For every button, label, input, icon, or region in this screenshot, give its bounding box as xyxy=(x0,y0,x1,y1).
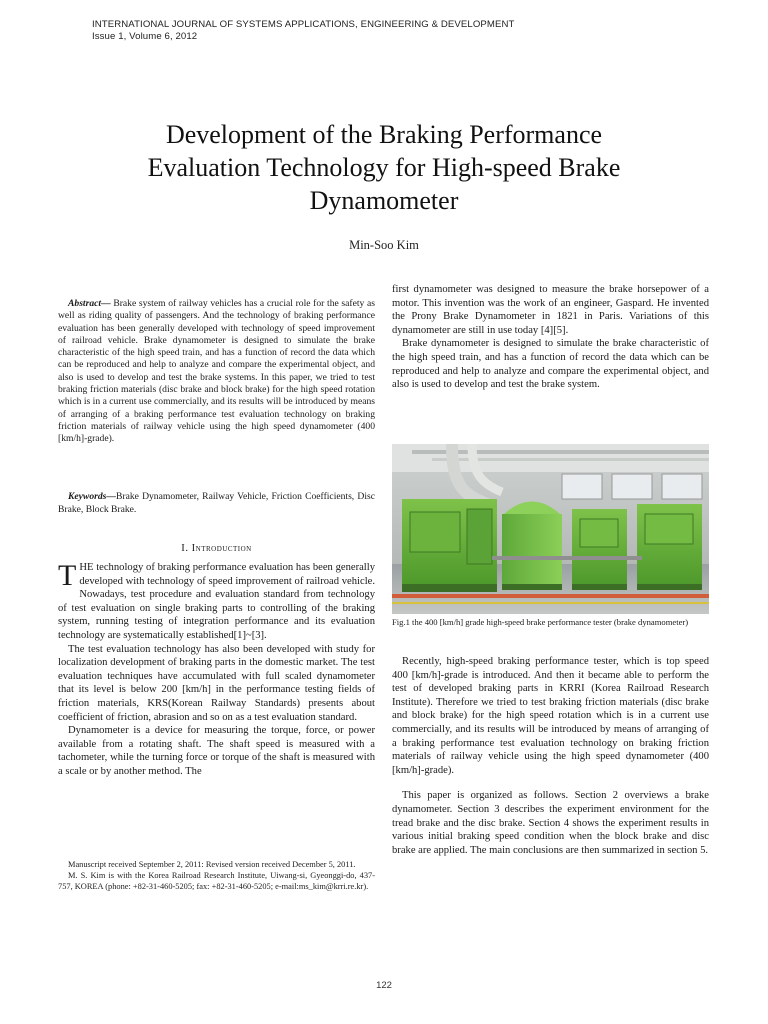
title-line: Evaluation Technology for High-speed Brake xyxy=(147,153,621,182)
dropcap: T xyxy=(58,559,77,592)
title-line: Dynamometer xyxy=(309,186,459,215)
journal-header xyxy=(92,19,514,43)
introduction-text xyxy=(58,561,375,779)
abstract xyxy=(58,298,375,446)
right-paragraph: This paper is organized as follows. Section 2 overviews a brake dynamometer. Section 3 describes the experiment environment for the tread brake and the disc brake. Section 4 shows the experiment results in various initial braking speed condition when the block brake and disc brake are applied. The main conclusions are then summarized in section 5. xyxy=(392,790,709,856)
right-column-text xyxy=(392,283,709,392)
footnote xyxy=(58,860,375,892)
page-number: 122 xyxy=(376,980,392,991)
footnote-manuscript: Manuscript received September 2, 2011: Revised version received December 5, 2011. xyxy=(68,860,356,869)
figure-brake-dynamometer-photo xyxy=(392,444,709,614)
intro-paragraph: THE technology of braking performance evaluation has been generally developed with technology of speed improvement of railroad vehicle. Nowadays, test procedure and evaluation standard from technology of test evaluation on single braking parts to controlling of the braking system, running testing of integration performance and its evaluation technology are systematically established[1]~[3]. xyxy=(58,559,375,641)
intro-paragraph: Dynamometer is a device for measuring the torque, force, or power available from a rotating shaft. The shaft speed is measured with a tachometer, while the turning force or torque of the shaft is measured with a scale or by another method. The xyxy=(58,725,375,777)
right-column-lower-text xyxy=(392,655,709,857)
issue-info: Issue 1, Volume 6, 2012 xyxy=(92,31,198,42)
keywords xyxy=(58,490,375,516)
intro-paragraph: The test evaluation technology has also been developed with study for localization development of braking parts in the domestic market. The test evaluation techniques have accumulated with full scaled dynamometer that its level is below 200 [km/h] in the performance testing fields of friction materials, KRS(Korean Railway Standards) presents about coefficient of friction, abrasion and so on as a test evaluation standard. xyxy=(58,643,375,723)
abstract-dash: — xyxy=(101,298,111,309)
right-paragraph: Brake dynamometer is designed to simulate the brake characteristic of the high speed train, and has a function of record the data which can be reproduced and help to analyze and compare the experimental object, and also is used to develop and test the brake system. xyxy=(392,338,709,391)
right-paragraph: first dynamometer was designed to measure the brake horsepower of a motor. This invention was the work of an engineer, Gaspard. He invented the Prony Brake Dynamometer in 1821 in Paris. Variations of this dynamometer are still in use today [4][5]. xyxy=(392,284,709,336)
abstract-text: Brake system of railway vehicles has a crucial role for the safety as well as riding quality of passengers. And the technology of braking performance evaluation has been generally developed with technology of speed improvement of railroad vehicle. Brake dynamometer is designed to simulate the brake characteristic of the high speed train, and has a function of record the data which can be reproduced and help to analyze and compare the experimental object, and also is used to develop and test the brake systems. In this paper, we tried to test braking friction materials (disc brake and block brake) for the high speed rotation which is in a current use commercially, and its results will be introduced by means of arranging of a braking performance test evaluation technology on braking friction materials of railway vehicle using the high speed dynamometer (400 [km/h]-grade). xyxy=(58,298,375,445)
paper-title xyxy=(60,118,708,217)
footnote-author: M. S. Kim is with the Korea Railroad Research Institute, Uiwang-si, Gyeonggi-do, 437-757, KOREA (phone: +82-31-460-5205; fax: +82-31-460-5205; e-mail:ms_kim@krri.re.kr). xyxy=(58,870,375,891)
right-paragraph: Recently, high-speed braking performance tester, which is top speed 400 [km/h]-grade is introduced. And then it became able to perform the test of developed braking parts in KRRI (Korea Railroad Research Institute). Therefore we tried to test braking friction materials (disc brake and block brake) for the high speed rotation which is in a current use commercially, and its results will be introduced by means of arranging of a braking performance test evaluation technology on braking friction materials of railway vehicle using the high speed dynamometer (400 [km/h]-grade). xyxy=(392,656,709,776)
author-name: Min-Soo Kim xyxy=(349,238,419,252)
figure-caption: Fig.1 the 400 [km/h] grade high-speed brake performance tester (brake dynamometer) xyxy=(392,617,689,627)
journal-name: INTERNATIONAL JOURNAL OF SYSTEMS APPLICATIONS, ENGINEERING & DEVELOPMENT xyxy=(92,19,515,30)
abstract-label: Abstract xyxy=(68,298,102,309)
keywords-label: Keywords xyxy=(68,491,107,502)
keywords-text: Brake Dynamometer, Railway Vehicle, Friction Coefficients, Disc Brake, Block Brake. xyxy=(58,491,375,516)
keywords-dash: — xyxy=(106,491,116,502)
title-line: Development of the Braking Performance xyxy=(165,120,603,149)
section-heading: I. Introduction xyxy=(181,543,252,554)
